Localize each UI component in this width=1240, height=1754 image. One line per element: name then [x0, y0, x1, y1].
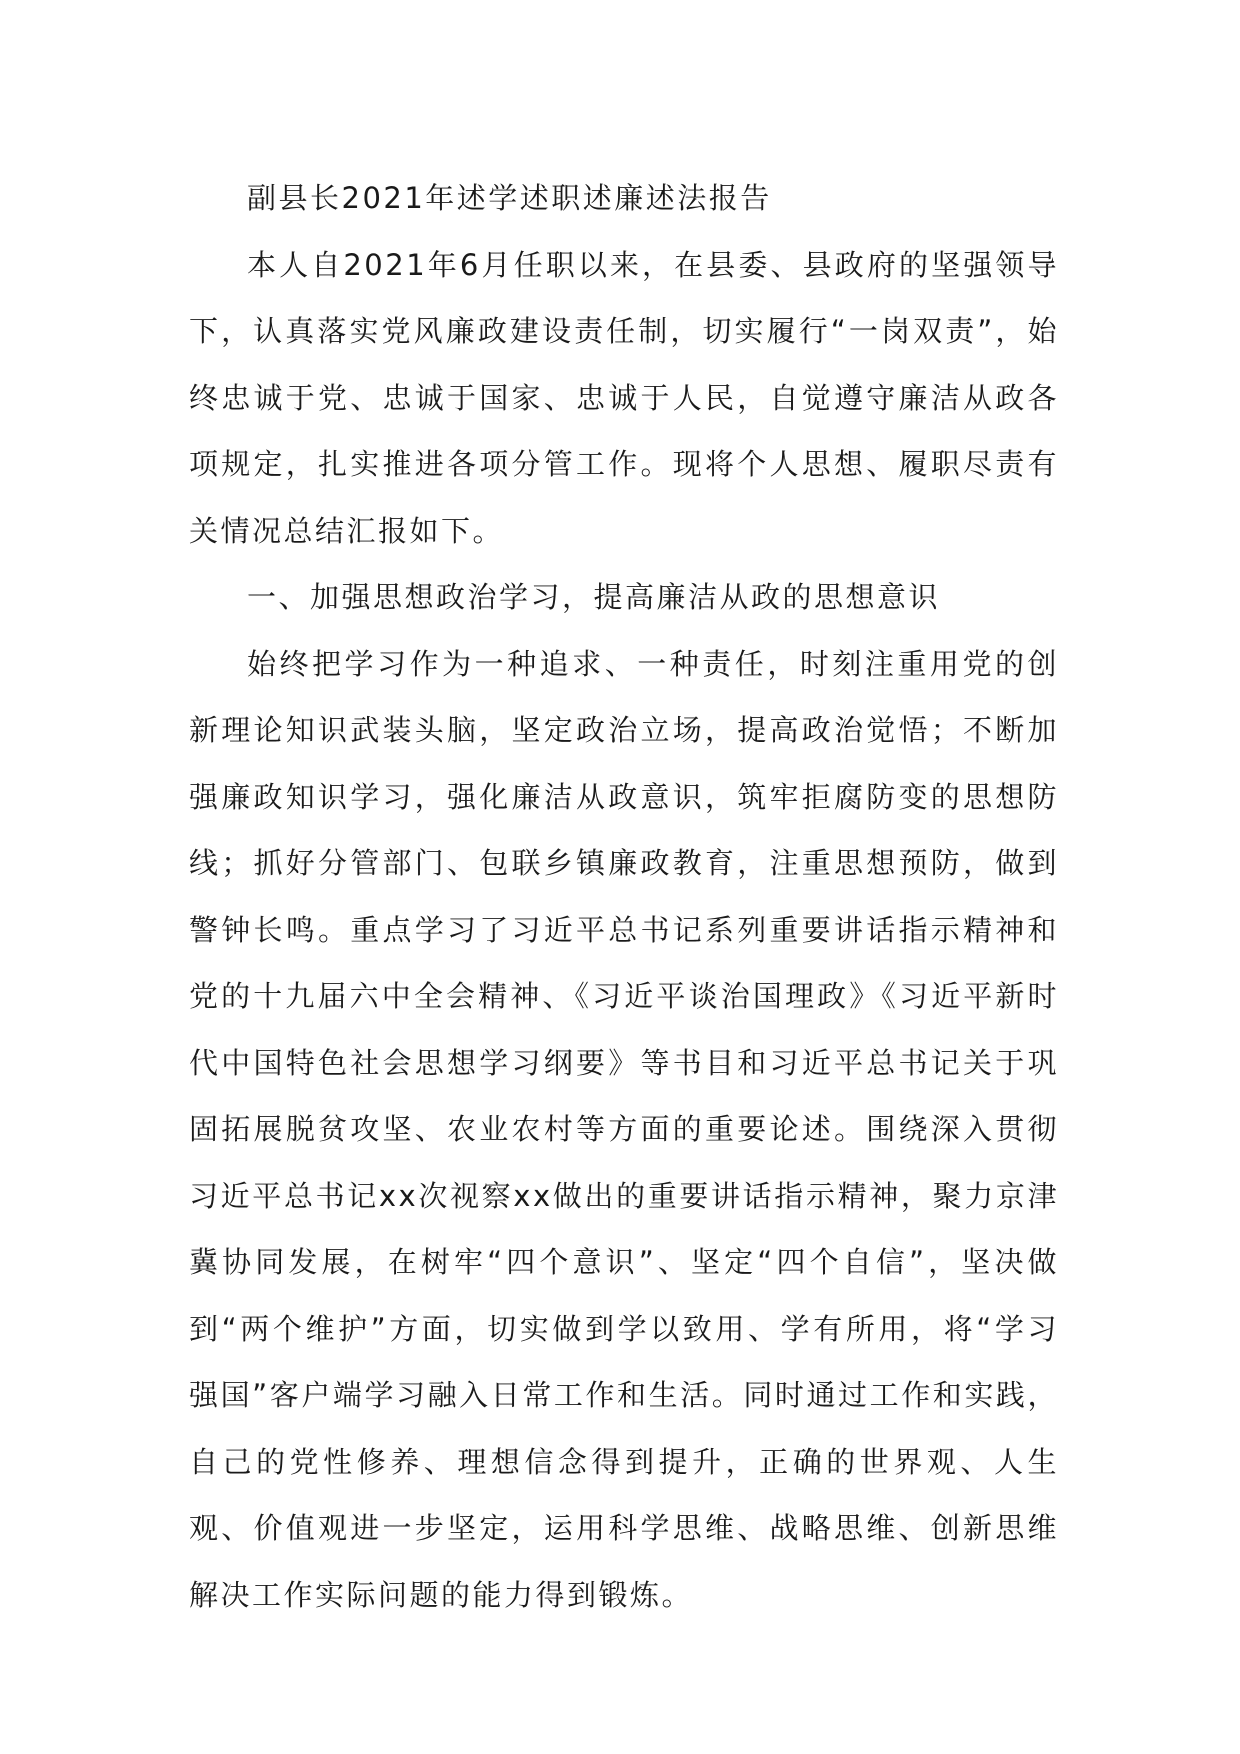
- section-heading: 一、加强思想政治学习，提高廉洁从政的思想意识: [247, 580, 941, 614]
- intro-paragraph: 本人自2021年6月任职以来，在县委、县政府的坚强领导下，认真落实党风廉政建设责任制，切实履行“一岗双责”，始终忠诚于党、忠诚于国家、忠诚于人民，自觉遵守廉洁从政各项规定，扎实推进各项分管工作。现将个人思想、履职尽责有关情况总结汇报如下。: [189, 247, 1059, 548]
- document-body: [189, 165, 1059, 1628]
- document-title: 副县长2021年述学述职述廉述法报告: [247, 181, 772, 215]
- section-paragraph: 始终把学习作为一种追求、一种责任，时刻注重用党的创新理论知识武装头脑，坚定政治立场，提高政治觉悟；不断加强廉政知识学习，强化廉洁从政意识，筑牢拒腐防变的思想防线；抓好分管部门、包联乡镇廉政教育，注重思想预防，做到警钟长鸣。重点学习了习近平总书记系列重要讲话指示精神和党的十九届六中全会精神、《习近平谈治国理政》《习近平新时代中国特色社会思想学习纲要》等书目和习近平总书记关于巩固拓展脱贫攻坚、农业农村等方面的重要论述。围绕深入贯彻习近平总书记xx次视察xx做出的重要讲话指示精神，聚力京津冀协同发展，在树牢“四个意识”、坚定“四个自信”，坚决做到“两个维护”方面，切实做到学以致用、学有所用，将“学习强国”客户端学习融入日常工作和生活。同时通过工作和实践，自己的党性修养、理想信念得到提升，正确的世界观、人生观、价值观进一步坚定，运用科学思维、战略思维、创新思维解决工作实际问题的能力得到锻炼。: [189, 646, 1059, 1612]
